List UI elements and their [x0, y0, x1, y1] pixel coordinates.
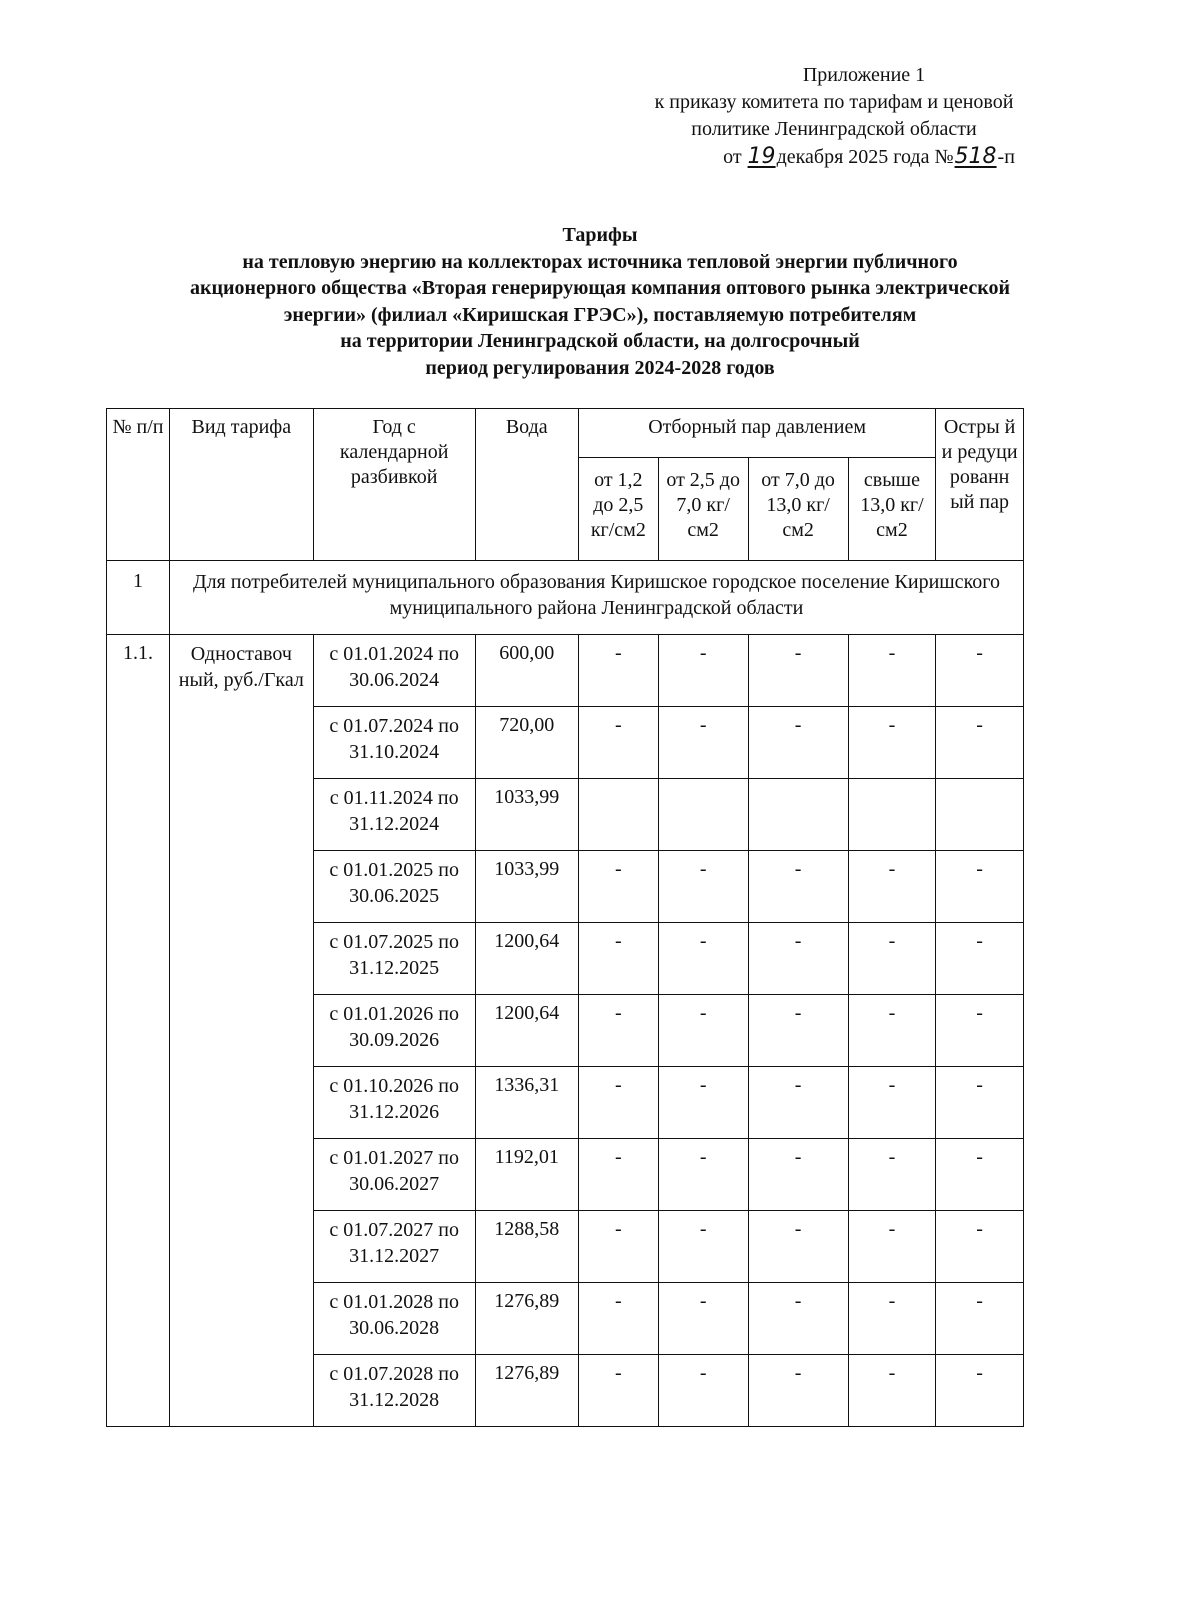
period-cell: с 01.07.2024 по 31.10.2024: [313, 707, 475, 779]
period-cell: с 01.01.2025 по 30.06.2025: [313, 851, 475, 923]
table-row: [107, 635, 1024, 707]
section-text: Для потребителей муниципального образования Киришское городское поселение Киришского муниципального района Ленинградской области: [169, 561, 1023, 635]
steam-p3-cell: -: [748, 923, 848, 995]
sharp-steam-cell: -: [936, 1211, 1024, 1283]
header-kind: Вид тарифа: [169, 409, 313, 561]
section-row: [107, 561, 1024, 635]
steam-p3-cell: -: [748, 1355, 848, 1427]
steam-p1-cell: -: [578, 1067, 658, 1139]
steam-p2-cell: -: [658, 995, 748, 1067]
sharp-steam-cell: -: [936, 1139, 1024, 1211]
water-tariff-cell: 1336,31: [475, 1067, 578, 1139]
steam-p2-cell: -: [658, 1067, 748, 1139]
steam-p4-cell: -: [848, 707, 936, 779]
title-line-4: энергии» (филиал «Киришская ГРЭС»), поставляемую потребителям: [283, 303, 917, 326]
header-pressure-2: от 2,5 до 7,0 кг/см2: [658, 458, 748, 561]
steam-p1-cell: -: [578, 1139, 658, 1211]
steam-p4-cell: -: [848, 1211, 936, 1283]
header-sharp-steam: Остры й и редуци рованн ый пар: [936, 409, 1024, 561]
appendix-block: [584, 62, 1084, 171]
period-cell: с 01.07.2025 по 31.12.2025: [313, 923, 475, 995]
steam-p3-cell: -: [748, 851, 848, 923]
title-line-1: Тарифы: [562, 224, 638, 246]
order-suffix: -п: [997, 146, 1015, 168]
period-cell: с 01.01.2026 по 30.09.2026: [313, 995, 475, 1067]
steam-p2-cell: [658, 779, 748, 851]
sharp-steam-cell: -: [936, 995, 1024, 1067]
steam-p2-cell: -: [658, 1211, 748, 1283]
steam-p3-cell: -: [748, 1283, 848, 1355]
steam-p3-cell: -: [748, 1067, 848, 1139]
sharp-steam-cell: [936, 779, 1024, 851]
period-cell: с 01.01.2028 по 30.06.2028: [313, 1283, 475, 1355]
period-cell: с 01.10.2026 по 31.12.2026: [313, 1067, 475, 1139]
header-pressure-3: от 7,0 до 13,0 кг/см2: [748, 458, 848, 561]
sharp-steam-cell: -: [936, 1067, 1024, 1139]
handwritten-day: 19: [747, 144, 776, 169]
section-num: 1: [107, 561, 170, 635]
steam-p2-cell: -: [658, 923, 748, 995]
period-cell: с 01.07.2027 по 31.12.2027: [313, 1211, 475, 1283]
sharp-steam-cell: -: [936, 851, 1024, 923]
steam-p2-cell: -: [658, 851, 748, 923]
steam-p3-cell: -: [748, 995, 848, 1067]
steam-p1-cell: -: [578, 995, 658, 1067]
water-tariff-cell: 1192,01: [475, 1139, 578, 1211]
steam-p4-cell: -: [848, 995, 936, 1067]
group-tariff-kind: Одноставоч ный, руб./Гкал: [169, 635, 313, 1427]
sharp-steam-cell: -: [936, 923, 1024, 995]
steam-p4-cell: -: [848, 1067, 936, 1139]
steam-p4-cell: -: [848, 851, 936, 923]
water-tariff-cell: 720,00: [475, 707, 578, 779]
tariff-table: [106, 408, 1024, 1427]
period-cell: с 01.01.2027 по 30.06.2027: [313, 1139, 475, 1211]
title-line-2: на тепловую энергию на коллекторах источника тепловой энергии публичного: [242, 250, 958, 273]
steam-p1-cell: -: [578, 1283, 658, 1355]
steam-p1-cell: -: [578, 851, 658, 923]
steam-p4-cell: -: [848, 1139, 936, 1211]
steam-p3-cell: [748, 779, 848, 851]
water-tariff-cell: 1200,64: [475, 923, 578, 995]
sharp-steam-cell: -: [936, 1355, 1024, 1427]
steam-p2-cell: -: [658, 1355, 748, 1427]
title-line-3: акционерного общества «Вторая генерирующая компания оптового рынка электрической: [189, 277, 1011, 299]
title-line-5: на территории Ленинградской области, на долгосрочный: [340, 330, 860, 352]
appendix-date-line: [584, 143, 1084, 171]
water-tariff-cell: 1276,89: [475, 1283, 578, 1355]
steam-p2-cell: -: [658, 1139, 748, 1211]
date-middle: декабря 2025 года №: [776, 146, 954, 168]
header-pressure-1: от 1,2 до 2,5 кг/см2: [578, 458, 658, 561]
sharp-steam-cell: -: [936, 635, 1024, 707]
sharp-steam-cell: -: [936, 707, 1024, 779]
water-tariff-cell: 1200,64: [475, 995, 578, 1067]
steam-p2-cell: -: [658, 707, 748, 779]
steam-p1-cell: [578, 779, 658, 851]
sharp-steam-cell: -: [936, 1283, 1024, 1355]
header-water: Вода: [475, 409, 578, 561]
date-prefix: от: [723, 146, 742, 168]
header-year: Год с календарной разбивкой: [313, 409, 475, 561]
steam-p2-cell: -: [658, 1283, 748, 1355]
steam-p4-cell: -: [848, 923, 936, 995]
appendix-line-2: к приказу комитета по тарифам и ценовой: [654, 91, 1014, 113]
water-tariff-cell: 1033,99: [475, 851, 578, 923]
steam-p1-cell: -: [578, 1355, 658, 1427]
header-pressure-4: свыше 13,0 кг/см2: [848, 458, 936, 561]
period-cell: с 01.01.2024 по 30.06.2024: [313, 635, 475, 707]
steam-p3-cell: -: [748, 1139, 848, 1211]
water-tariff-cell: 1033,99: [475, 779, 578, 851]
steam-p4-cell: -: [848, 635, 936, 707]
group-num: 1.1.: [107, 635, 170, 1427]
appendix-line-3: политике Ленинградской области: [691, 118, 977, 140]
steam-p3-cell: -: [748, 707, 848, 779]
water-tariff-cell: 600,00: [475, 635, 578, 707]
header-num: № п/п: [107, 409, 170, 561]
steam-p1-cell: -: [578, 707, 658, 779]
period-cell: с 01.07.2028 по 31.12.2028: [313, 1355, 475, 1427]
period-cell: с 01.11.2024 по 31.12.2024: [313, 779, 475, 851]
header-steam-group: Отборный пар давлением: [578, 409, 935, 458]
steam-p2-cell: -: [658, 635, 748, 707]
handwritten-order-number: 518: [954, 144, 997, 169]
steam-p1-cell: -: [578, 1211, 658, 1283]
water-tariff-cell: 1276,89: [475, 1355, 578, 1427]
steam-p3-cell: -: [748, 635, 848, 707]
steam-p1-cell: -: [578, 635, 658, 707]
steam-p4-cell: -: [848, 1355, 936, 1427]
appendix-line-1: Приложение 1: [802, 64, 926, 86]
water-tariff-cell: 1288,58: [475, 1211, 578, 1283]
steam-p4-cell: [848, 779, 936, 851]
steam-p1-cell: -: [578, 923, 658, 995]
title-line-6: период регулирования 2024-2028 годов: [425, 356, 775, 379]
steam-p3-cell: -: [748, 1211, 848, 1283]
steam-p4-cell: -: [848, 1283, 936, 1355]
document-title: [100, 222, 1100, 381]
